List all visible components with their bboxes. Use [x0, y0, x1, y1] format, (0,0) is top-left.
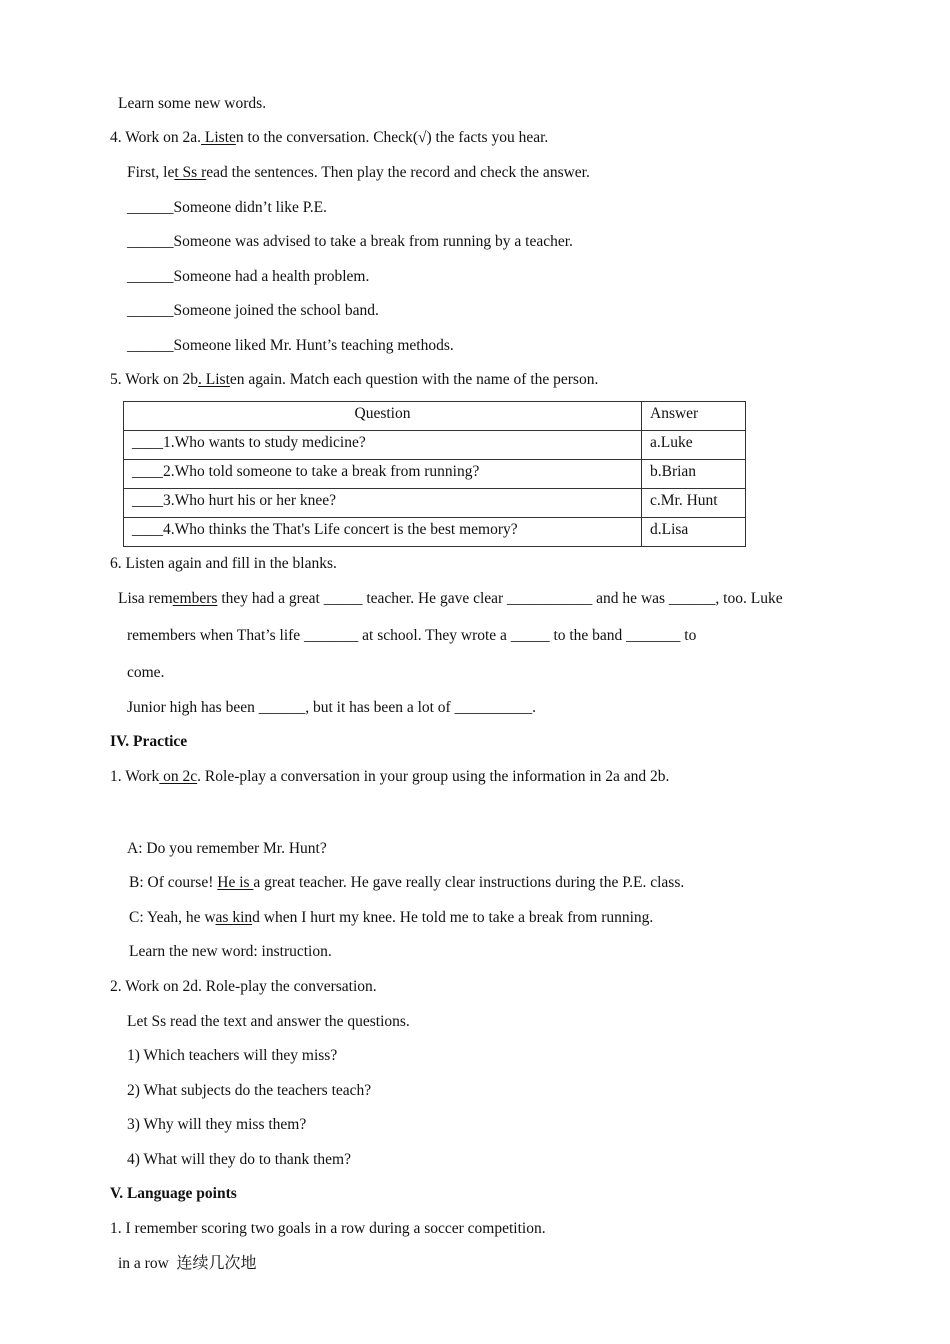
check-blank[interactable]: ______ [127, 337, 174, 354]
practice-item-1 [110, 767, 669, 787]
intro-line: Learn some new words. [118, 95, 267, 112]
phrase-text: in a row [118, 1255, 169, 1272]
fact-item [127, 336, 454, 356]
item1-underlined: on 2c [159, 768, 198, 785]
header-question: Question [124, 402, 642, 431]
line1-underlined: embers [172, 590, 218, 607]
step5-underlined: . List [198, 371, 230, 388]
dialog-c-underlined: as kin [215, 909, 253, 926]
table-header-row [124, 402, 746, 431]
check-blank[interactable]: ______ [127, 233, 174, 250]
step5-suffix: en again. Match each question with the name of the person. [229, 371, 599, 388]
fact-text: Someone joined the school band. [173, 302, 379, 319]
fact-item [127, 267, 369, 287]
answer-cell: c.Mr. Hunt [642, 489, 746, 518]
table-row [124, 489, 746, 518]
dialog-line-b [129, 873, 684, 893]
fill-blank-line-2: remembers when That’s life _______ at school. They wrote a _____ to the band _______ to [127, 627, 697, 644]
check-blank[interactable]: ______ [127, 268, 174, 285]
check-blank[interactable]: ______ [127, 199, 174, 216]
table-row [124, 431, 746, 460]
step5-prefix: 5. Work on 2b [110, 371, 199, 388]
fact-text: Someone had a health problem. [173, 268, 370, 285]
fill-blank-line-4: Junior high has been ______, but it has been a lot of __________. [127, 699, 536, 716]
dialog-c-prefix: C: Yeah, he w [129, 909, 216, 926]
question-item: 4) What will they do to thank them? [127, 1151, 351, 1168]
item1-suffix: . Role-play a conversation in your group using the information in 2a and 2b. [197, 768, 670, 785]
step5-heading [110, 370, 598, 390]
fact-item [127, 232, 573, 252]
question-cell: ____4.Who thinks the That's Life concert is the best memory? [124, 518, 642, 547]
item1-prefix: 1. Work [110, 768, 160, 785]
dialog-b-suffix: a great teacher. He gave really clear instructions during the P.E. class. [253, 874, 685, 891]
instruction-prefix: First, le [127, 164, 175, 181]
dialog-line-a: A: Do you remember Mr. Hunt? [127, 840, 327, 857]
fact-item [127, 198, 327, 218]
line1-suffix: they had a great _____ teacher. He gave clear ___________ and he was ______, too. Luke [217, 590, 783, 607]
answer-cell: b.Brian [642, 460, 746, 489]
language-point-1: 1. I remember scoring two goals in a row during a soccer competition. [110, 1220, 546, 1237]
header-answer: Answer [642, 402, 746, 431]
practice-item-2: 2. Work on 2d. Role-play the conversation. [110, 978, 377, 995]
question-item: 1) Which teachers will they miss? [127, 1047, 338, 1064]
step4-suffix: n to the conversation. Check(√) the facts you hear. [235, 129, 549, 146]
new-word-line: Learn the new word: instruction. [129, 943, 332, 960]
step4-prefix: 4. Work on 2a. [110, 129, 202, 146]
question-cell: ____1.Who wants to study medicine? [124, 431, 642, 460]
line1-prefix: Lisa rem [118, 590, 173, 607]
matching-table [123, 401, 746, 547]
step4-heading [110, 128, 548, 148]
fact-text: Someone didn’t like P.E. [173, 199, 327, 216]
section5-heading: V. Language points [110, 1185, 237, 1202]
phrase-line [118, 1253, 257, 1274]
question-item: 3) Why will they miss them? [127, 1116, 307, 1133]
dialog-b-prefix: B: Of course! [129, 874, 218, 891]
dialog-b-underlined: He is [217, 874, 254, 891]
table-row [124, 518, 746, 547]
fact-text: Someone liked Mr. Hunt’s teaching methods. [173, 337, 454, 354]
step4-instruction [127, 163, 590, 183]
fill-blank-line-3: come. [127, 664, 165, 681]
phrase-meaning: 连续几次地 [176, 1253, 257, 1272]
section4-heading: IV. Practice [110, 733, 188, 750]
question-item: 2) What subjects do the teachers teach? [127, 1082, 372, 1099]
fact-text: Someone was advised to take a break from running by a teacher. [173, 233, 573, 250]
fill-blank-line-1 [118, 589, 783, 609]
fact-item [127, 301, 379, 321]
instruction-suffix: ead the sentences. Then play the record and check the answer. [206, 164, 590, 181]
dialog-c-suffix: d when I hurt my knee. He told me to take a break from running. [252, 909, 654, 926]
check-blank[interactable]: ______ [127, 302, 174, 319]
practice-item-2-instruction: Let Ss read the text and answer the questions. [127, 1013, 410, 1030]
step4-underlined: Liste [201, 129, 236, 146]
question-cell: ____2.Who told someone to take a break from running? [124, 460, 642, 489]
answer-cell: a.Luke [642, 431, 746, 460]
dialog-line-c [129, 908, 653, 928]
instruction-underlined: t Ss r [174, 164, 207, 181]
answer-cell: d.Lisa [642, 518, 746, 547]
table-row [124, 460, 746, 489]
step6-heading: 6. Listen again and fill in the blanks. [110, 555, 337, 572]
question-cell: ____3.Who hurt his or her knee? [124, 489, 642, 518]
